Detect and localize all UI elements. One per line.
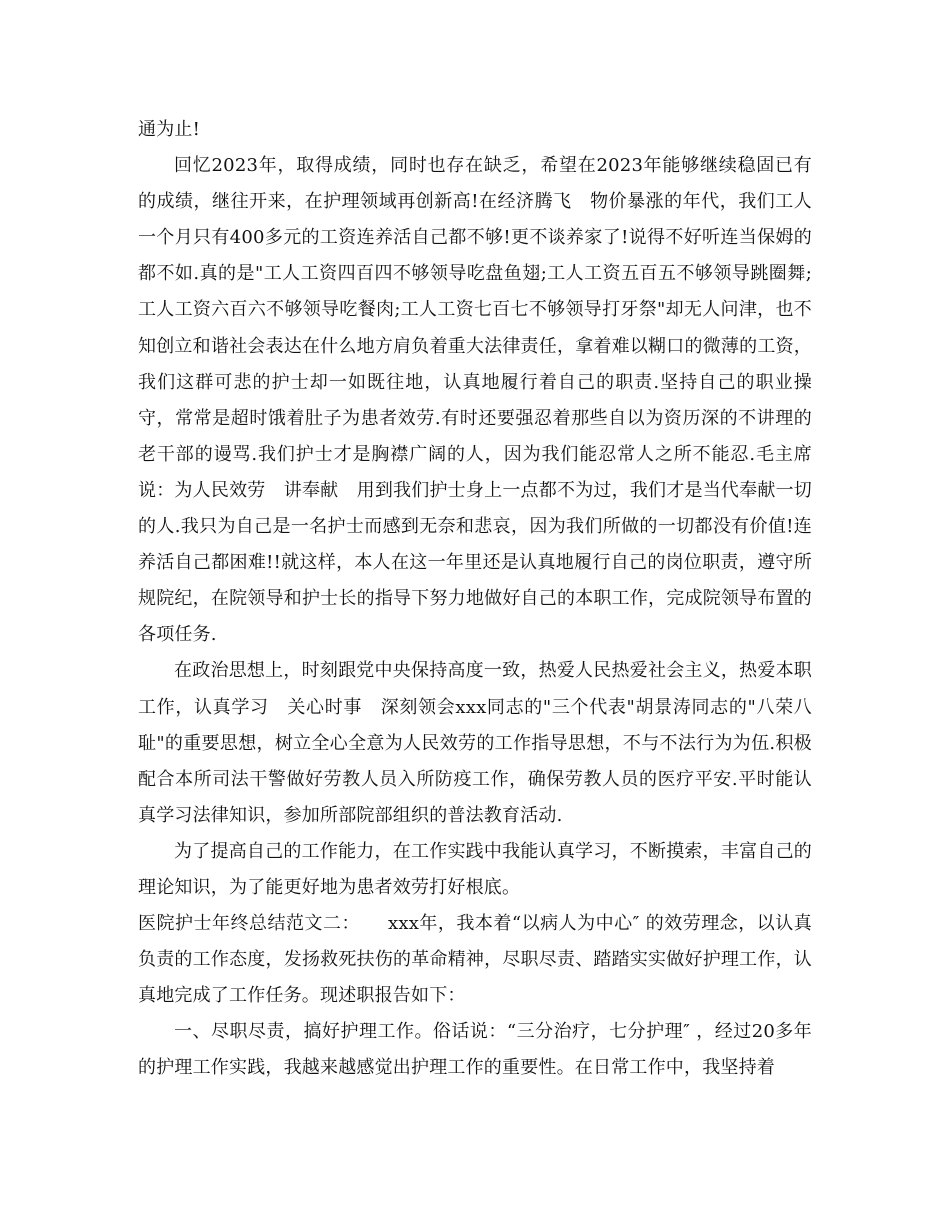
paragraph-6: 一、尽职尽责，搞好护理工作。俗话说：“三分治疗，七分护理″ ，经过20多年的护理工作实践，我越来越感觉出护理工作的重要性。在日常工作中，我坚持着 — [138, 1021, 812, 1079]
paragraph-3: 在政治思想上，时刻跟党中央保持高度一致，热爱人民热爱社会主义，热爱本职工作，认真学习 关心时事 深刻领会xxx同志的"三个代表"胡景涛同志的"八荣八耻"的重要思想，树立全心全意为人民效劳的工作指导思想，不与不法行为为伍.积极配合本所司法干警做好劳教人员入所防疫工作，确保劳教人员的医疗平安.平时能认真学习法律知识，参加所部院部组织的普法教育活动. — [138, 660, 812, 826]
paragraph-2: 回忆2023年，取得成绩，同时也存在缺乏，希望在2023年能够继续稳固已有的成绩，继往开来，在护理领域再创新高!在经济腾飞 物价暴涨的年代，我们工人一个月只有400多元的工资连养活自己都不够!更不谈养家了!说得不好听连当保姆的都不如.真的是"工人工资四百四不够领导吃盘鱼翅;工人工资五百五不够领导跳圈舞;工人工资六百六不够领导吃餐肉;工人工资七百七不够领导打牙祭"却无人问津，也不知创立和谐社会表达在什么地方肩负着重大法律责任，拿着难以糊口的微薄的工资，我们这群可悲的护士却一如既往地，认真地履行着自己的职责.坚持自己的职业操守，常常是超时饿着肚子为患者效劳.有时还要强忍着那些自以为资历深的不讲理的老干部的谩骂.我们护士才是胸襟广阔的人，因为我们能忍常人之所不能忍.毛主席说：为人民效劳 讲奉献 用到我们护士身上一点都不为过，我们才是当代奉献一切的人.我只为自己是一名护士而感到无奈和悲哀，因为我们所做的一切都没有价值!连养活自己都困难!!就这样，本人在这一年里还是认真地履行自己的岗位职责，遵守所规院纪，在院领导和护士长的指导下努力地做好自己的本职工作，完成院领导布置的各项任务. — [138, 155, 812, 646]
paragraph-5: 医院护士年终总结范文二： xxx年，我本着“以病人为中心″ 的效劳理念，以认真负责的工作态度，发扬救死扶伤的革命精神，尽职尽责、踏踏实实做好护理工作，认真地完成了工作任务。现述职报告如下： — [138, 913, 812, 1007]
document-body — [138, 112, 812, 1087]
paragraph-4: 为了提高自己的工作能力，在工作实践中我能认真学习，不断摸索，丰富自己的理论知识，为了能更好地为患者效劳打好根底。 — [138, 840, 812, 898]
paragraph-1: 通为止! — [138, 119, 201, 140]
